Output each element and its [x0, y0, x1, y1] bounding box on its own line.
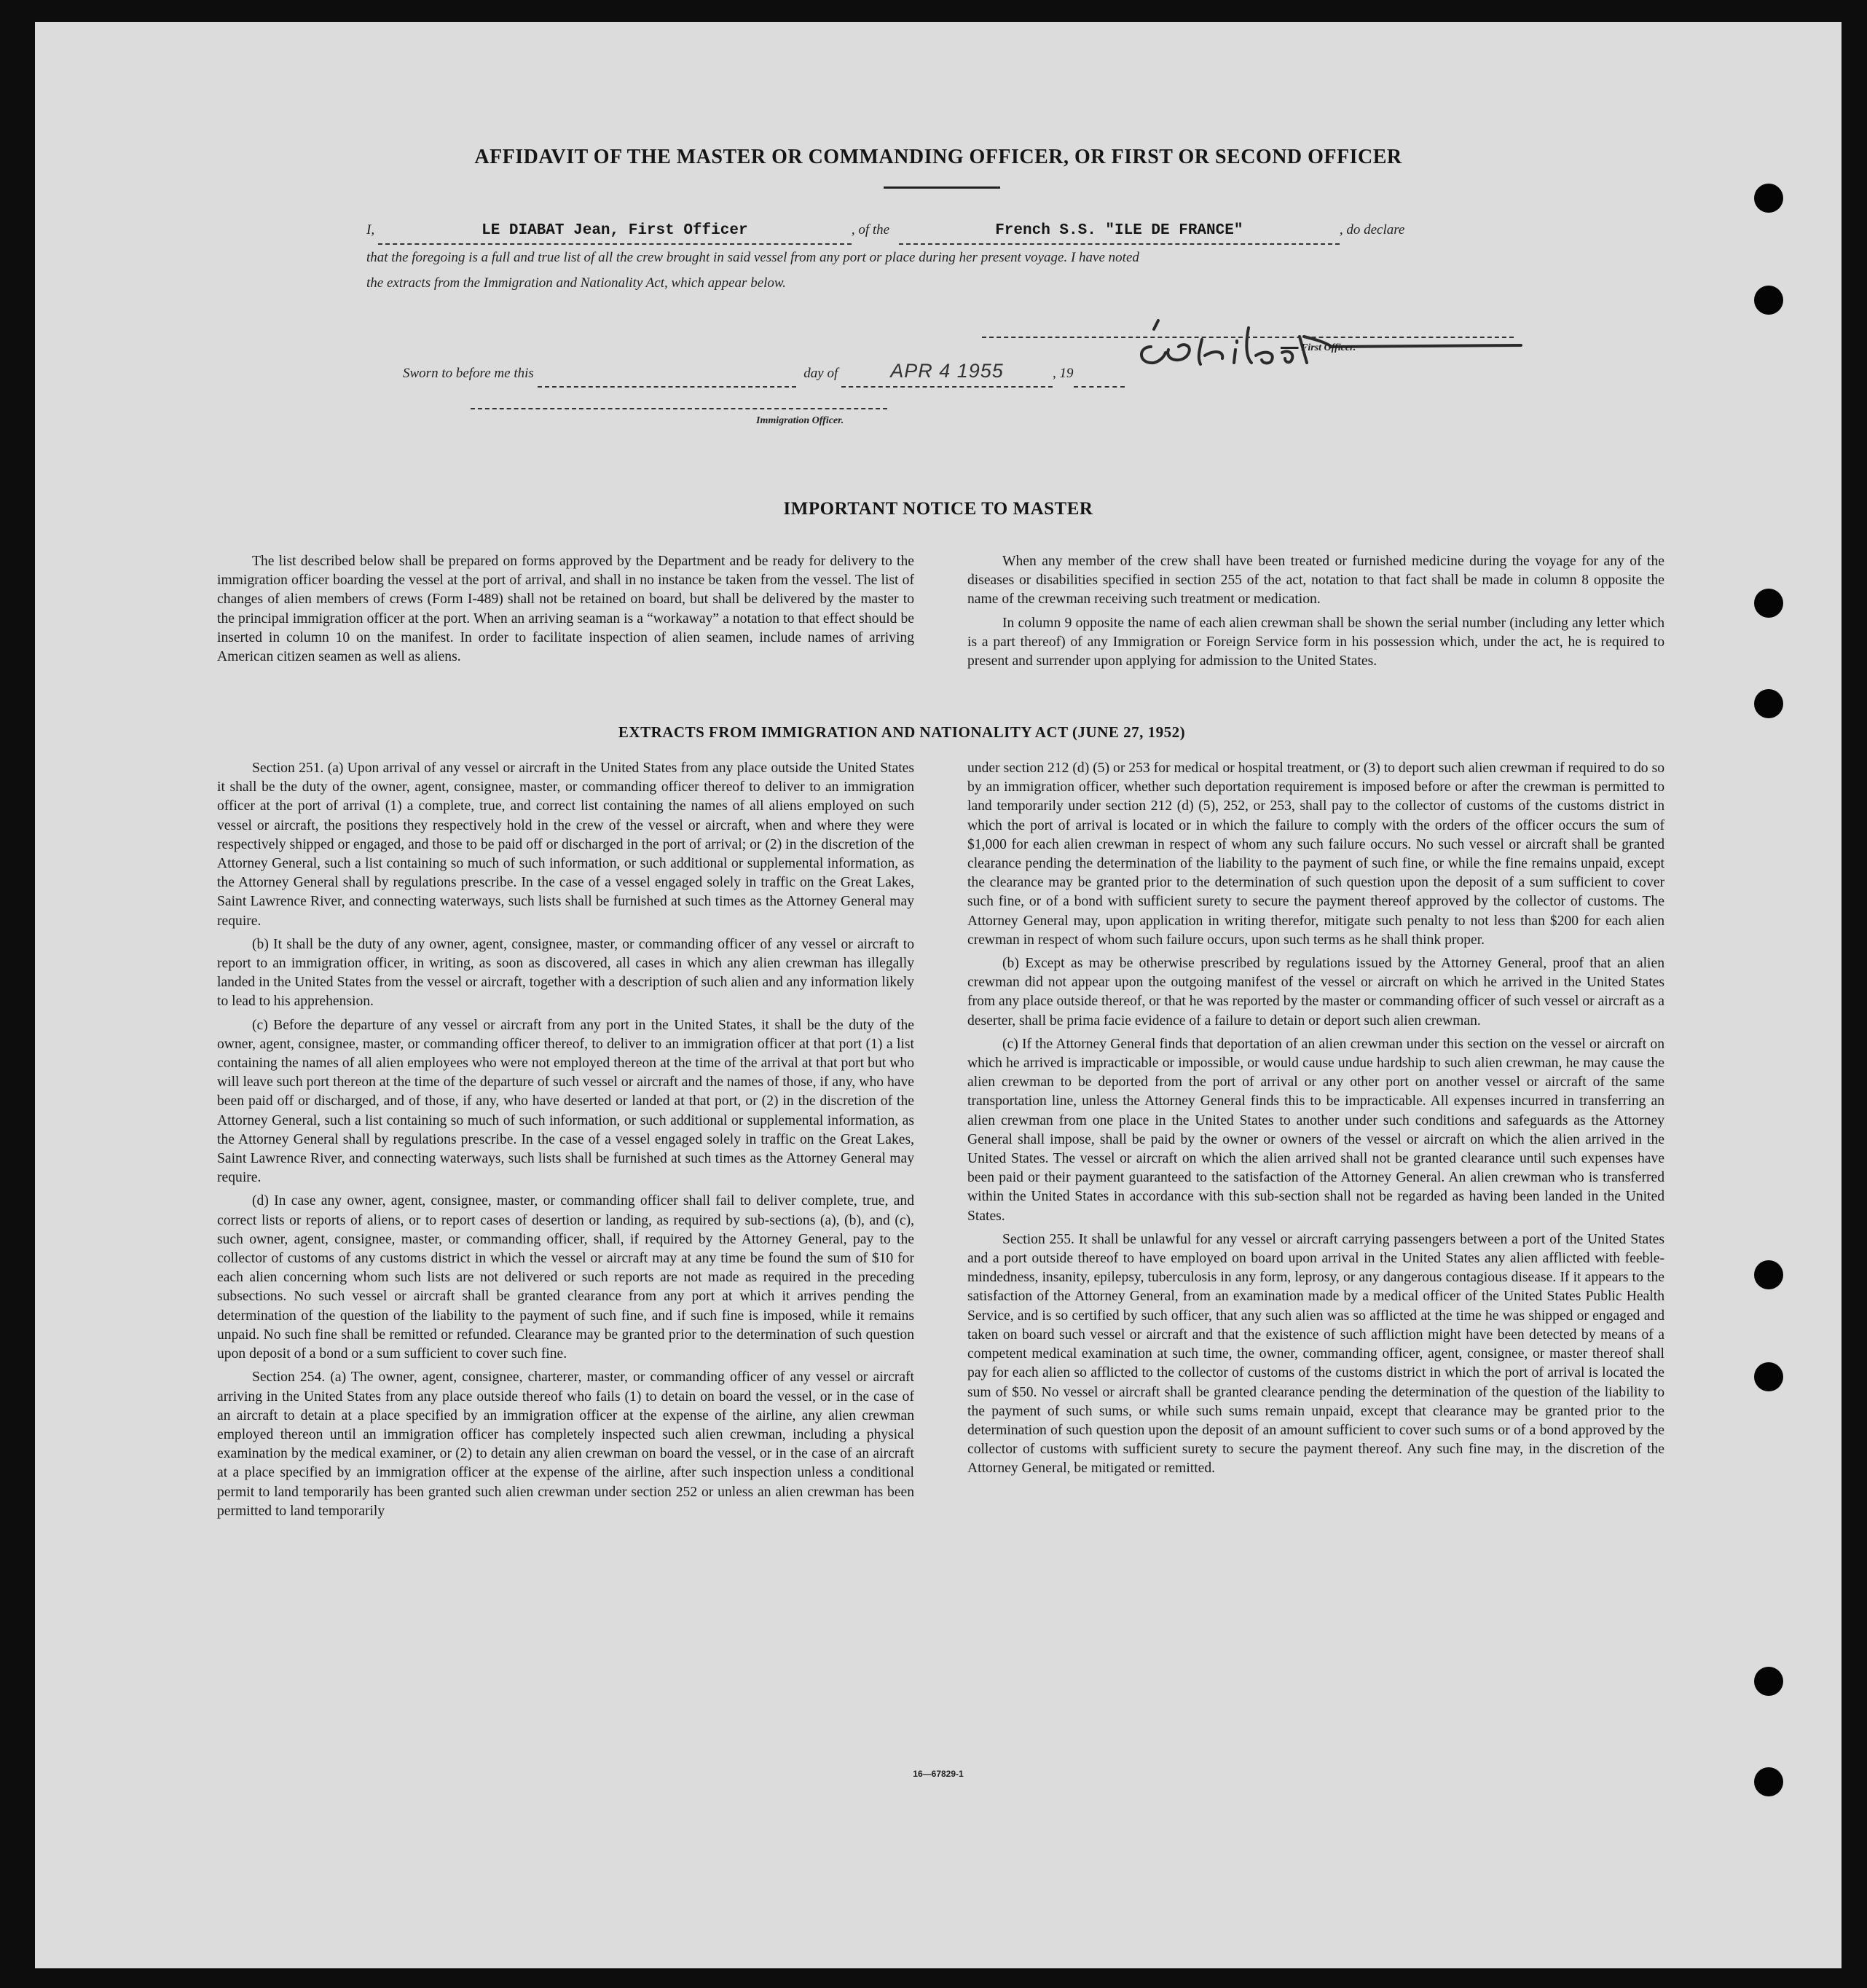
declare-label: , do declare [1339, 222, 1405, 237]
year-label: , 19 [1053, 366, 1074, 381]
title-rule [884, 186, 1000, 189]
extract-left-paragraph: Section 254. (a) The owner, agent, consignee, charterer, master, or commanding officer of any vessel or aircraft arriving in the United States from any place outside thereof who fails (1) to detain on board the vessel, or in the case of an aircraft to detain at a place specified by an immigration officer at the expense of the airline, any alien crewman employed thereon until an immigration officer has completely inspected such alien crewman, including a physical examination by the medical examiner, or (2) to detain any alien crewman on board the vessel, or in the case of an aircraft at a place specified by an immigration officer at the expense of the airline, after such inspection unless a conditional permit to land temporarily has been granted such alien crewman under section 252 or unless an alien crewman has been permitted to land temporarily [217, 1370, 914, 1519]
notice-left-paragraph: The list described below shall be prepared on forms approved by the Department and be ready for delivery to the immigration officer boarding the vessel at the port of arrival, and shall in no instance be taken from the vessel. The list of changes of alien members of crews (Form I-489) shall not be retained on board, but shall be delivered by the master to the principal immigration officer at the port. When an arriving seaman is a “workaway” a notation to that effect should be inserted in column 10 on the manifest. In order to facilitate inspection of alien seamen, include names of arriving American citizen seamen as well as aliens. [217, 554, 914, 665]
first-officer-label: First Officer. [1301, 342, 1356, 353]
binder-hole [1754, 286, 1783, 315]
date-stamp: APR 4 1955 [890, 360, 1004, 382]
notice-right-column [967, 552, 1664, 675]
document-page [35, 22, 1842, 1968]
binder-hole [1754, 1667, 1783, 1696]
binder-hole [1754, 689, 1783, 718]
vessel-field [899, 217, 1340, 245]
notice-title: IMPORTANT NOTICE TO MASTER [783, 499, 1093, 519]
sworn-year-field [1074, 361, 1125, 388]
sworn-line [403, 358, 1125, 388]
extract-left-paragraph: (b) It shall be the duty of any owner, agent, consignee, master, or commanding officer of any vessel or aircraft to report to an immigration officer, in writing, as soon as discovered, all cases in which any alien crewman has illegally landed in the United States from the vessel or aircraft, together with a description of such alien and any information likely to lead to his apprehension. [217, 936, 914, 1010]
binder-hole [1754, 1260, 1783, 1289]
sworn-day-field [538, 361, 796, 388]
notice-right-paragraph-1: When any member of the crew shall have been treated or furnished medicine during the voyage for any of the diseases or disabilities specified in section 255 of the act, notation to that fact shall be made in column 8 opposite the name of the crewman receiving such treatment or medication. [967, 554, 1664, 608]
extract-left-paragraph: (d) In case any owner, agent, consignee, master, or commanding officer shall fail to deliver complete, true, and correct lists or reports of aliens, or to report cases of desertion or landing, as required by sub-sections (a), (b), and (c), such owner, agent, consignee, master, or commanding officer, shall, if required by the Attorney General, pay to the collector of customs of any customs district in which the vessel or aircraft may at any time be found the sum of $10 for each alien concerning whom such lists are not delivered or such reports are not made as required in the preceding subsections. No such vessel or aircraft shall be granted clearance from any port at which it arrives pending the determination of the question of the liability to the payment of such fine, and if such fine is imposed, while it remains unpaid. No such fine shall be remitted or refunded. Clearance may be granted prior to the determination of such question upon deposit of a bond or a sum sufficient to cover such fine. [217, 1193, 914, 1362]
immigration-officer-line [471, 408, 887, 409]
vessel-name: French S.S. "ILE DE FRANCE" [995, 222, 1243, 239]
declaration [366, 217, 1561, 296]
officer-name: LE DIABAT Jean, First Officer [482, 222, 748, 239]
binder-hole [1754, 1362, 1783, 1391]
officer-title-label [1281, 342, 1356, 354]
extracts-title: EXTRACTS FROM IMMIGRATION AND NATIONALITY ACT (JUNE 27, 1952) [618, 723, 1186, 741]
extract-left-paragraph: (c) Before the departure of any vessel or aircraft from any port in the United States, it shall be the duty of the owner, agent, consignee, master, or commanding officer thereof, to deliver to an immigration officer at that port (1) a list containing the names of all alien employees who were not employed thereon at the time of the arrival at that port but who will leave such port thereon at the time of the departure of such vessel or aircraft and the names of those, if any, who have been paid off or discharged, and of those, if any, who have deserted or landed at that port, or (2) in the discretion of the Attorney General, such a list containing so much of such information, or such additional or supplemental information, as the Attorney General shall by regulations prescribe. In the case of a vessel engaged solely in traffic on the Great Lakes, Saint Lawrence River, and connecting waterways, such lists shall be furnished at such times as the Attorney General may require. [217, 1017, 914, 1186]
officer-name-field [378, 217, 852, 245]
sworn-label: Sworn to before me this [403, 366, 534, 381]
declaration-line-2: that the foregoing is a full and true list of all the crew brought in said vessel from any port or place during her present voyage. I have noted [366, 250, 1139, 265]
day-of-label: day of [803, 366, 838, 381]
affidavit-title: AFFIDAVIT OF THE MASTER OR COMMANDING OFFICER, OR FIRST OR SECOND OFFICER [474, 146, 1402, 168]
immigration-officer-label: Immigration Officer. [756, 415, 844, 426]
extract-right-paragraph: Section 255. It shall be unlawful for any vessel or aircraft carrying passengers between a port of the United States and a port outside thereof to have employed on board upon arrival in the United States any alien afflicted with feeble-mindedness, insanity, epilepsy, tuberculosis in any form, leprosy, or any dangerous contagious disease. If it appears to the satisfaction of the Attorney General, from an examination made by a medical officer of the United States Public Health Service, and is so certified by such officer, that any such alien was so afflicted at the time he was shipped or engaged and taken on board such vessel or aircraft and that the existence of such affliction might have been detected by means of a competent medical examination at such time, the owner, commanding officer, agent, consignee, or master thereof shall pay for each alien so afflicted to the collector of customs of the customs district in which the port of arrival is located the sum of $50. No vessel or aircraft shall be granted clearance pending the determination of the question of the liability to the payment of such sums, or while such sums remain unpaid, except that clearance may be granted prior to the determination of such question upon the deposit of an amount sufficient to cover such sums or of a bond approved by the collector of customs with sufficient surety to secure the payment thereof. Any such fine may, in the discretion of the Attorney General, be mitigated or remitted. [967, 1231, 1664, 1477]
officer-signature [1113, 299, 1536, 379]
binder-hole [1754, 184, 1783, 213]
extract-left-paragraph: Section 251. (a) Upon arrival of any vessel or aircraft in the United States from any place outside the United States it shall be the duty of the owner, agent, consignee, master, or commanding officer thereof to deliver to an immigration officer at the port of arrival (1) a complete, true, and correct list containing the names of all aliens employed on such vessel or aircraft, the positions they respectively hold in the crew of the vessel or aircraft, when and where they were respectively shipped or engaged, and those to be paid off or discharged in the port of arrival; or (2) in the discretion of the Attorney General, such a list containing so much of such information, or such additional or supplemental information, as the Attorney General shall by regulations prescribe. In the case of a vessel engaged solely in traffic on the Great Lakes, Saint Lawrence River, and connecting waterways, such lists shall be furnished at such times as the Attorney General may require. [217, 761, 914, 929]
extract-right-paragraph: under section 212 (d) (5) or 253 for medical or hospital treatment, or (3) to deport such alien crewman if required to do so by an immigration officer, whether such deportation requirement is imposed before or after the crewman is permitted to land temporarily under section 212 (d) (5), 252, or 253, shall pay to the collector of customs of the customs district in which the port of arrival is located or in which the failure to comply with the orders of the officer occurs the sum of $1,000 for each alien crewman in respect of whom any such failure occurs. No such vessel or aircraft shall be granted clearance pending the determination of the liability to the payment of such fine, or while the fine remains unpaid, except the clearance may be granted prior to the determination of such question upon the deposit of a sum sufficient to cover such fine, or of a bond with sufficient surety to secure the payment thereof approved by the collector of customs. The Attorney General may, upon application in writing therefor, mitigate such penalty to not less than $200 for each alien crewman in respect of whom such failure occurs, upon such terms as he shall think proper. [967, 761, 1664, 948]
form-number: 16—67829-1 [913, 1769, 964, 1779]
i-label: I, [366, 222, 375, 237]
declaration-line-1 [366, 217, 1561, 245]
sworn-month-field [841, 358, 1053, 388]
notice-left-column [217, 552, 914, 671]
extracts-left-column [217, 759, 914, 1525]
extracts-right-column [967, 759, 1664, 1483]
of-label: , of the [851, 222, 890, 237]
signature-line [982, 337, 1514, 338]
notice-right-paragraph-2: In column 9 opposite the name of each alien crewman shall be shown the serial number (including any letter which is a part thereof) of any Immigration or Foreign Service form in his possession which, under the act, he is required to present and surrender upon applying for admission to the United States. [967, 615, 1664, 669]
extract-right-paragraph: (c) If the Attorney General finds that deportation of an alien crewman under this section on the vessel or aircraft on which he arrived is impracticable or impossible, or would cause undue hardship to such alien crewman, he may cause the alien crewman to be deported from the port of arrival or any other port on another vessel or aircraft of the same transportation line, unless the Attorney General finds this to be impracticable. All expenses incurred in transferring an alien crewman from one place in the United States to another under such conditions and safeguards as the Attorney General shall impose, shall be paid by the owner or owners of the vessel or aircraft on which the alien arrived in the United States. The vessel or aircraft on which the alien arrived shall not be granted clearance until such expenses have been paid or their payment guaranteed to the satisfaction of the Attorney General. An alien crewman who is transferred within the United States in accordance with this sub-section shall not be regarded as having been landed in the United States. [967, 1036, 1664, 1224]
extract-right-paragraph: (b) Except as may be otherwise prescribed by regulations issued by the Attorney General, proof that an alien crewman did not appear upon the outgoing manifest of the vessel or aircraft on which he arrived in the United States from any place outside thereof, or that he was reported by the master or commanding officer of such vessel or aircraft as a deserter, shall be prima facie evidence of a failure to detain or deport such alien crewman. [967, 956, 1664, 1029]
binder-hole [1754, 589, 1783, 618]
declaration-line-3: the extracts from the Immigration and Nationality Act, which appear below. [366, 275, 786, 291]
